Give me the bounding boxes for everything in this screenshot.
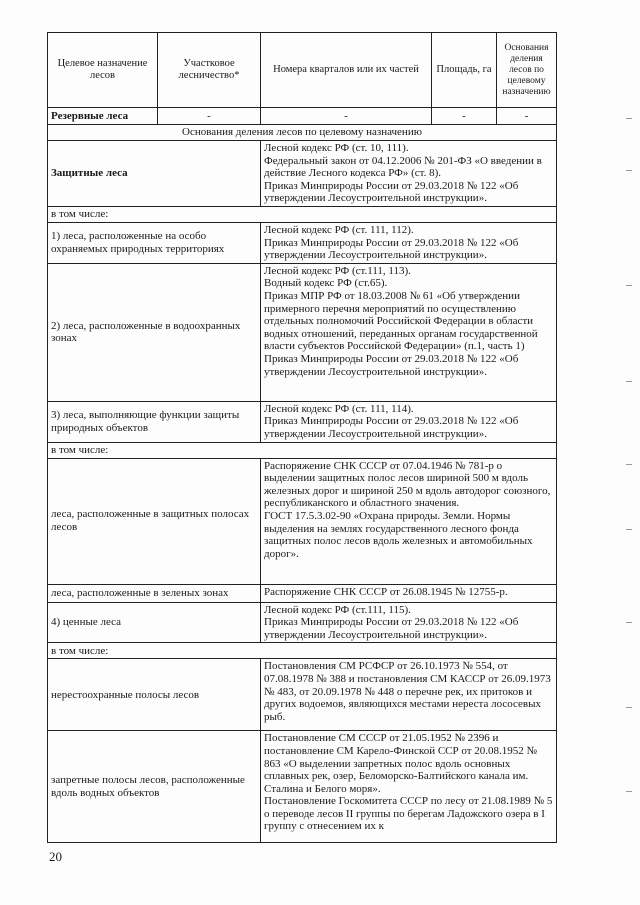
reserve-district: - (158, 108, 261, 125)
table-row (48, 584, 557, 602)
scan-mark (626, 464, 632, 465)
scan-mark (626, 529, 632, 530)
scan-mark (626, 381, 632, 382)
row-basis-text: Лесной кодекс РФ (ст. 111, 112). Приказ Минприроды России от 29.03.2018 № 122 «Об утверждении Лесоустроительной инструкции». (261, 222, 557, 263)
table-row (48, 263, 557, 401)
header-district: Участковое лесничество* (158, 33, 261, 108)
basis-title: Основания деления лесов по целевому назначению (48, 125, 557, 141)
scan-mark (626, 118, 632, 119)
row-label: запретные полосы лесов, расположенные вдоль водных объектов (48, 731, 261, 843)
row-label: Защитные леса (48, 141, 261, 207)
row-label: 4) ценные леса (48, 602, 261, 643)
header-quarters: Номера кварталов или их частей (261, 33, 432, 108)
basis-title-row (48, 125, 557, 141)
row-subheading: в том числе: (48, 442, 557, 458)
table-row (48, 458, 557, 584)
scan-mark (626, 791, 632, 792)
header-basis: Основания деления лесов по целевому назначению (497, 33, 557, 108)
row-label: 2) леса, расположенные в водоохранных зонах (48, 263, 261, 401)
row-label: нерестоохранные полосы лесов (48, 659, 261, 731)
table-row (48, 442, 557, 458)
row-basis-text: Постановление СМ СССР от 21.05.1952 № 2396 и постановление СМ Карело-Финской ССР от 20.08.1952 № 863 «О выделении запретных полос вдоль основных сплавных рек, озер, Беломорско-Балтийского канала им. Сталина и Белого моря». Постановление Госкомитета СССР по лесу от 21.08.1989 № 5 о переводе лесов II группы по берегам Ладожского озера в I группу с отнесением их к (261, 731, 557, 843)
scan-mark (626, 170, 632, 171)
row-basis-text: Лесной кодекс РФ (ст.111, 113). Водный кодекс РФ (ст.65). Приказ МПР РФ от 18.03.2008 № 61 «Об утверждении примерного перечня мероприятий по осуществлению отдельных полномочий Российской Федерации в области водных отношений, переданных органам государственной власти субъектов Российской Федерации» (п.1, часть 1) Приказ Минприроды России от 29.03.2018 № 122 «Об утверждении Лесоустроительной инструкции». (261, 263, 557, 401)
table-header-row (48, 33, 557, 108)
reserve-area: - (432, 108, 497, 125)
row-basis-text: Постановления СМ РСФСР от 26.10.1973 № 554, от 07.08.1978 № 388 и постановления СМ КАССР от 26.09.1973 № 483, от 20.09.1978 № 448 о перечне рек, их притоков и других водоемов, являющихся местами нереста лососевых рыб. (261, 659, 557, 731)
header-purpose: Целевое назначение лесов (48, 33, 158, 108)
header-area: Площадь, га (432, 33, 497, 108)
reserve-label: Резервные леса (48, 108, 158, 125)
table-row (48, 401, 557, 442)
row-label: 1) леса, расположенные на особо охраняемых природных территориях (48, 222, 261, 263)
table-row (48, 206, 557, 222)
table-row (48, 222, 557, 263)
scan-mark (626, 622, 632, 623)
row-basis-text: Лесной кодекс РФ (ст. 10, 111). Федеральный закон от 04.12.2006 № 201-ФЗ «О введении в действие Лесного кодекса РФ» (ст. 8). Приказ Минприроды России от 29.03.2018 № 122 «Об утверждении Лесоустроительной инструкции». (261, 141, 557, 207)
table-row (48, 643, 557, 659)
reserve-forests-row (48, 108, 557, 125)
row-basis-text: Лесной кодекс РФ (ст. 111, 114). Приказ Минприроды России от 29.03.2018 № 122 «Об утверждении Лесоустроительной инструкции». (261, 401, 557, 442)
row-basis-text: Распоряжение СНК СССР от 26.08.1945 № 12755-р. (261, 584, 557, 602)
reserve-quarters: - (261, 108, 432, 125)
table-row (48, 731, 557, 843)
scan-mark (626, 707, 632, 708)
row-label: леса, расположенные в защитных полосах лесов (48, 458, 261, 584)
row-subheading: в том числе: (48, 643, 557, 659)
row-label: 3) леса, выполняющие функции защиты природных объектов (48, 401, 261, 442)
forest-purpose-table (47, 32, 557, 843)
row-basis-text: Лесной кодекс РФ (ст.111, 115). Приказ Минприроды России от 29.03.2018 № 122 «Об утверждении Лесоустроительной инструкции». (261, 602, 557, 643)
reserve-basis: - (497, 108, 557, 125)
page-number: 20 (49, 849, 62, 864)
row-subheading: в том числе: (48, 206, 557, 222)
table-row (48, 659, 557, 731)
scan-mark (626, 285, 632, 286)
table-row (48, 602, 557, 643)
table-row (48, 141, 557, 207)
row-basis-text: Распоряжение СНК СССР от 07.04.1946 № 781-р о выделении защитных полос лесов шириной 500 м вдоль железных дорог и шириной 250 м вдоль автодорог союзного, республиканского и областного значения. ГОСТ 17.5.3.02-90 «Охрана природы. Земли. Нормы выделения на землях государственного лесного фонда защитных полос лесов вдоль железных и автомобильных дорог». (261, 458, 557, 584)
row-label: леса, расположенные в зеленых зонах (48, 584, 261, 602)
